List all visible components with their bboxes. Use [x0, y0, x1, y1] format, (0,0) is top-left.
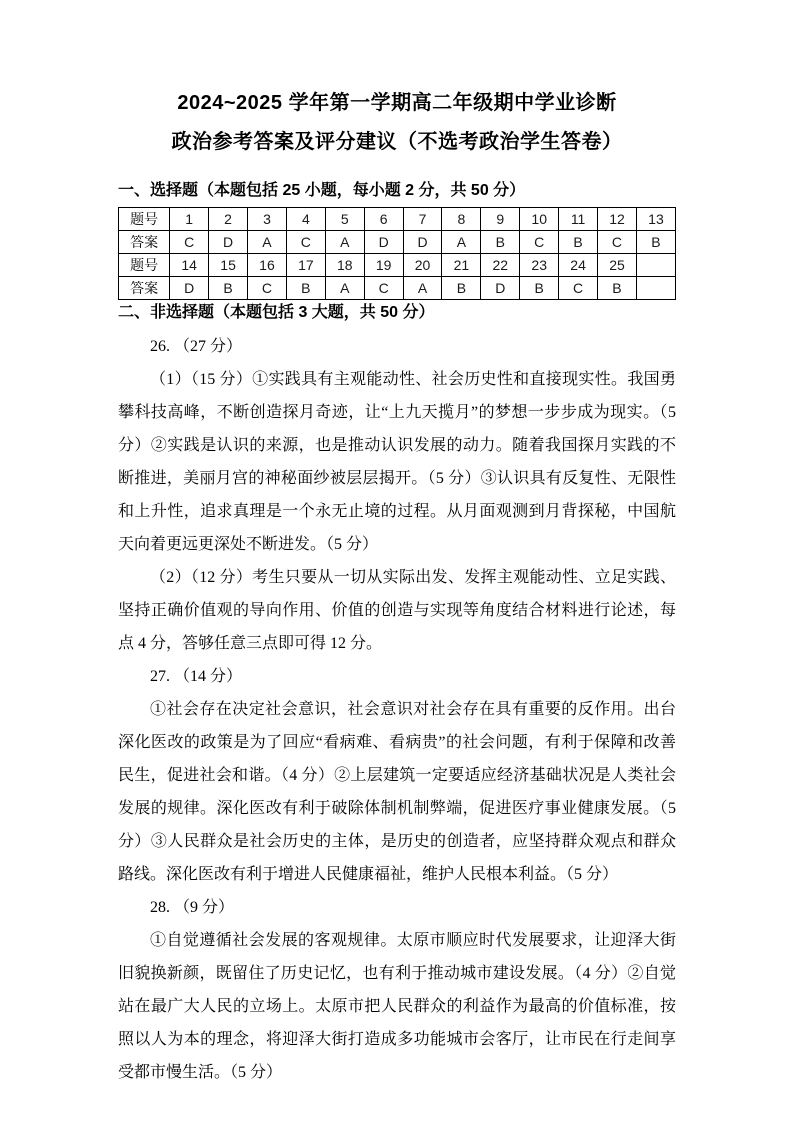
answer-table-cell: 25 — [598, 254, 637, 277]
question-26-answer-part1: （1）（15 分）①实践具有主观能动性、社会历史性和直接现实性。我国勇攀科技高峰，不断创造探月奇迹，让“上九天揽月”的梦想一步步成为现实。（5 分）②实践是认识的来源，也是推动认识发展的动力。随着我国探月实践的不断推进，美丽月宫的神秘面纱被层层揭开。（5 分）③认识具有反复性、无限性和上升性，追求真理是一个永无止境的过程。从月面观测到月背探秘，中国航天向着更远更深处不断进发。（5 分） — [118, 371, 676, 553]
answer-table-row — [119, 254, 676, 277]
question-26-block — [118, 330, 676, 660]
answer-table-label-cell: 题号 — [119, 254, 170, 277]
answer-table-cell: 5 — [325, 208, 364, 231]
answer-table-cell: C — [520, 231, 559, 254]
answer-table-row — [119, 208, 676, 231]
document-title-line2: 政治参考答案及评分建议（不选考政治学生答卷） — [171, 131, 623, 153]
question-26-label: 26. （27 分） — [150, 338, 243, 355]
answer-table-cell: 19 — [364, 254, 403, 277]
answer-table-cell: A — [325, 277, 364, 300]
answer-table-cell: B — [520, 277, 559, 300]
answer-table-cell: B — [559, 231, 598, 254]
answer-table-cell: D — [209, 231, 248, 254]
answer-table-cell: 20 — [403, 254, 442, 277]
answer-table-cell: 3 — [248, 208, 287, 231]
answer-table-cell: 17 — [286, 254, 325, 277]
answer-table-cell: D — [170, 277, 209, 300]
answer-table-cell: C — [248, 277, 287, 300]
document-title-line1: 2024~2025 学年第一学期高二年级期中学业诊断 — [177, 92, 617, 114]
answer-table-cell: 1 — [170, 208, 209, 231]
answer-table-cell: B — [209, 277, 248, 300]
answer-table-cell: 16 — [248, 254, 287, 277]
answer-table-label-cell: 题号 — [119, 208, 170, 231]
answer-table-cell: B — [598, 277, 637, 300]
answer-table-cell: A — [442, 231, 481, 254]
answer-table-cell: D — [403, 231, 442, 254]
answer-table-cell: C — [559, 277, 598, 300]
question-28-answer: ①自觉遵循社会发展的客观规律。太原市顺应时代发展要求，让迎泽大街旧貌换新颜，既留住了历史记忆，也有利于推动城市建设发展。（4 分）②自觉站在最广大人民的立场上。太原市把人民群众的利益作为最高的价值标准，按照以人为本的理念，将迎泽大街打造成多功能城市会客厅，让市民在行走间享受都市慢生活。（5 分） — [118, 932, 676, 1081]
answer-table-cell: B — [481, 231, 520, 254]
question-28-label: 28. （9 分） — [150, 899, 235, 916]
answer-table-cell: C — [364, 277, 403, 300]
answer-table-cell: D — [364, 231, 403, 254]
answer-table-cell: 23 — [520, 254, 559, 277]
answer-table-row — [119, 277, 676, 300]
answer-table — [118, 207, 676, 300]
answer-table-cell: 18 — [325, 254, 364, 277]
answer-table-cell: 22 — [481, 254, 520, 277]
question-26-answer-part2: （2）（12 分）考生只要从一切从实际出发、发挥主观能动性、立足实践、坚持正确价值观的导向作用、价值的创造与实现等角度结合材料进行论述，每点 4 分，答够任意三点即可得 12 分。 — [118, 569, 676, 652]
answer-table-cell: 15 — [209, 254, 248, 277]
answer-table-cell: 24 — [559, 254, 598, 277]
answer-table-cell: 12 — [598, 208, 637, 231]
answer-table-cell: C — [170, 231, 209, 254]
answer-table-cell: 2 — [209, 208, 248, 231]
answer-table-label-cell: 答案 — [119, 277, 170, 300]
section-heading-choice: 一、选择题（本题包括 25 小题，每小题 2 分，共 50 分） — [118, 182, 526, 199]
answer-table-cell: B — [442, 277, 481, 300]
answer-table-cell: A — [248, 231, 287, 254]
question-27-answer: ①社会存在决定社会意识，社会意识对社会存在具有重要的反作用。出台深化医改的政策是为了回应“看病难、看病贵”的社会问题，有利于保障和改善民生，促进社会和谐。（4 分）②上层建筑一定要适应经济基础状况是人类社会发展的规律。深化医改有利于破除体制机制弊端，促进医疗事业健康发展。（5 分）③人民群众是社会历史的主体，是历史的创造者，应坚持群众观点和群众路线。深化医改有利于增进人民健康福祉，维护人民根本利益。（5 分） — [118, 701, 676, 883]
answer-table-cell: B — [636, 231, 675, 254]
question-28-block — [118, 891, 676, 1089]
answer-table-cell: 10 — [520, 208, 559, 231]
section-heading-essay: 二、非选择题（本题包括 3 大题，共 50 分） — [118, 304, 435, 321]
answer-table-cell: 11 — [559, 208, 598, 231]
answer-table-cell — [636, 277, 675, 300]
question-27-label: 27. （14 分） — [150, 668, 243, 685]
answer-table-cell: B — [286, 277, 325, 300]
answer-table-cell — [636, 254, 675, 277]
answer-table-cell: A — [403, 277, 442, 300]
answer-table-cell: 8 — [442, 208, 481, 231]
answer-table-cell: 9 — [481, 208, 520, 231]
answer-table-cell: 4 — [286, 208, 325, 231]
answer-table-cell: 6 — [364, 208, 403, 231]
answer-table-body — [119, 208, 676, 300]
answer-table-row — [119, 231, 676, 254]
question-27-block — [118, 660, 676, 891]
answer-table-cell: A — [325, 231, 364, 254]
answer-table-cell: C — [286, 231, 325, 254]
answer-table-label-cell: 答案 — [119, 231, 170, 254]
answer-table-cell: 21 — [442, 254, 481, 277]
answer-table-cell: C — [598, 231, 637, 254]
answer-table-cell: 13 — [636, 208, 675, 231]
answer-table-cell: 7 — [403, 208, 442, 231]
answer-table-cell: D — [481, 277, 520, 300]
answer-table-cell: 14 — [170, 254, 209, 277]
